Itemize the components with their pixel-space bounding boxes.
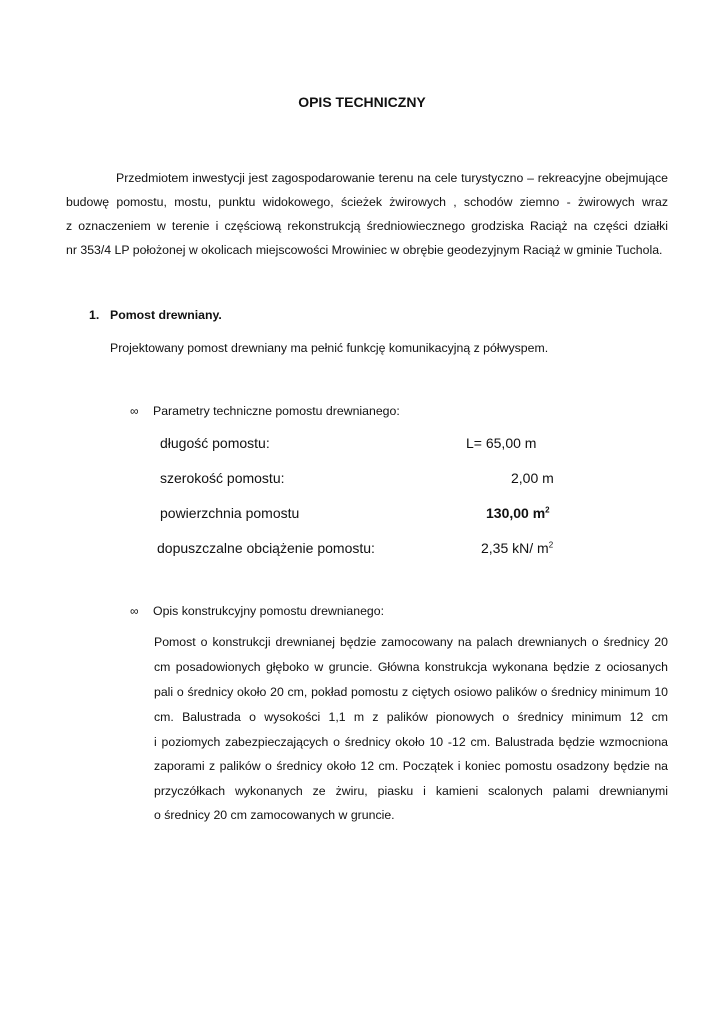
params-heading: Parametry techniczne pomostu drewnianego:: [153, 404, 400, 418]
param-label-load: dopuszczalne obciążenie pomostu:: [157, 540, 375, 556]
construction-line-5: i poziomych zabezpieczających o średnicy około 10 -12 cm. Balustrada będzie wzmocniona: [154, 735, 668, 749]
intro-line-1: Przedmiotem inwestycji jest zagospodarowanie terenu na cele turystyczno – rekreacyjne obejmujące: [116, 171, 668, 185]
param-value-load-number: 2,35 kN/ m: [481, 540, 549, 556]
param-value-load: [481, 540, 553, 556]
param-value-length: L= 65,00 m: [466, 435, 537, 451]
param-value-area-unit-exp: 2: [545, 505, 550, 515]
section-text: Projektowany pomost drewniany ma pełnić funkcję komunikacyjną z półwyspem.: [110, 341, 549, 355]
construction-line-7: przyczółkach wykonanych ze żwiru, piasku i kamieni scalonych palami drewnianymi: [154, 784, 668, 798]
construction-line-6: zaporami z palików o średnicy około 12 cm. Początek i koniec pomostu osadzony będzie na: [154, 759, 668, 773]
section-heading: Pomost drewniany.: [110, 308, 222, 322]
construction-line-4: cm. Balustrada o wysokości 1,1 m z palików pionowych o średnicy minimum 12 cm: [154, 710, 668, 724]
param-value-width: 2,00 m: [511, 470, 554, 486]
intro-line-3: z oznaczeniem w terenie i częściową rekonstrukcją średniowiecznego grodziska Raciąż na części działki: [66, 219, 668, 233]
section-number: 1.: [89, 308, 100, 322]
construction-heading: Opis konstrukcyjny pomostu drewnianego:: [153, 604, 385, 618]
param-label-width: szerokość pomostu:: [160, 470, 285, 486]
bullet-icon: ∞: [130, 604, 139, 618]
param-value-area: [486, 505, 550, 521]
param-value-area-number: 130,00 m: [486, 505, 546, 521]
param-value-load-unit-exp: 2: [548, 540, 554, 550]
intro-line-4: nr 353/4 LP położonej w okolicach miejscowości Mrowiniec w obrębie geodezyjnym Raciąż w gminie Tuchola.: [66, 243, 663, 257]
param-label-area: powierzchnia pomostu: [160, 505, 300, 521]
bullet-icon: ∞: [130, 404, 139, 418]
construction-line-2: cm posadowionych głęboko w gruncie. Główna konstrukcja wykonana będzie z ociosanych: [154, 660, 668, 674]
param-label-length: długość pomostu:: [160, 435, 270, 451]
construction-line-1: Pomost o konstrukcji drewnianej będzie zamocowany na palach drewnianych o średnicy 20: [154, 635, 668, 649]
intro-line-2: budowę pomostu, mostu, punktu widokowego, ścieżek żwirowych , schodów ziemno - żwirowych wraz: [66, 195, 668, 209]
document-title: OPIS TECHNICZNY: [298, 94, 426, 110]
construction-line-8: o średnicy 20 cm zamocowanych w gruncie.: [154, 808, 395, 822]
construction-line-3: pali o średnicy około 20 cm, pokład pomostu z ciętych osiowo palików o średnicy minimum 10: [154, 685, 668, 699]
